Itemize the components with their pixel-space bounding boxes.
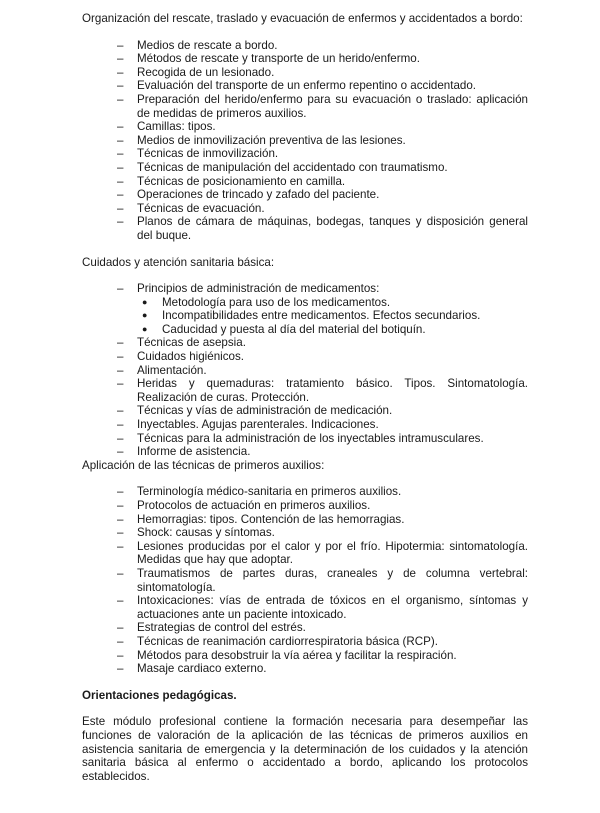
list-item: – Operaciones de trincado y zafado del paciente. [82,188,528,202]
list-item [82,282,528,336]
list-item: – Técnicas de evacuación. [82,202,528,216]
list-item: – Medios de inmovilización preventiva de las lesiones. [82,134,528,148]
list-item: – Métodos de rescate y transporte de un herido/enfermo. [82,52,528,66]
list-item: – Estrategias de control del estrés. [82,621,528,635]
list-item: – Técnicas de manipulación del accidentado con traumatismo. [82,161,528,175]
list-item: – Planos de cámara de máquinas, bodegas, tanques y disposición general del buque. [82,215,528,242]
list-item: – Protocolos de actuación en primeros auxilios. [82,499,528,513]
sub-list [137,296,528,337]
list-item: – Evaluación del transporte de un enfermo repentino o accidentado. [82,79,528,93]
list-item: – Informe de asistencia. [82,445,528,459]
sub-list-item: ● Caducidad y puesta al día del material del botiquín. [137,323,528,337]
list-item: – Técnicas de posicionamiento en camilla. [82,175,528,189]
sub-list-item: ● Incompatibilidades entre medicamentos. Efectos secundarios. [137,309,528,323]
orientaciones-title: Orientaciones pedagógicas. [82,688,237,702]
primeros-auxilios-list [82,485,528,675]
list-item: – Técnicas de asepsia. [82,336,528,350]
list-item-label: Principios de administración de medicamentos: [137,282,380,296]
list-item: – Alimentación. [82,364,528,378]
list-item: – Lesiones producidas por el calor y por el frío. Hipotermia: sintomatología. Medidas que hay que adoptar. [82,540,528,567]
list-item: – Shock: causas y síntomas. [82,526,528,540]
list-item: – Cuidados higiénicos. [82,350,528,364]
list-item: – Heridas y quemaduras: tratamiento básico. Tipos. Sintomatología. Realización de curas. Protección. [82,377,528,404]
list-item: – Masaje cardiaco externo. [82,662,528,676]
list-item: – Hemorragias: tipos. Contención de las hemorragias. [82,513,528,527]
list-item: – Traumatismos de partes duras, craneales y de columna vertebral: sintomatología. [82,567,528,594]
cuidados-list [82,282,528,459]
document-page [82,12,528,783]
list-item: – Técnicas y vías de administración de medicación. [82,404,528,418]
list-item: – Inyectables. Agujas parenterales. Indicaciones. [82,418,528,432]
list-item: – Técnicas para la administración de los inyectables intramusculares. [82,432,528,446]
list-item: – Camillas: tipos. [82,120,528,134]
list-item: – Técnicas de reanimación cardiorrespiratoria básica (RCP). [82,635,528,649]
rescate-list [82,39,528,243]
list-item: – Recogida de un lesionado. [82,66,528,80]
section-heading-rescate: Organización del rescate, traslado y evacuación de enfermos y accidentados a bordo: [82,12,523,25]
list-item: – Métodos para desobstruir la vía aérea y facilitar la respiración. [82,649,528,663]
list-item: – Técnicas de inmovilización. [82,147,528,161]
list-item: – Preparación del herido/enfermo para su evacuación o traslado: aplicación de medidas de primeros auxilios. [82,93,528,120]
sub-list-item: ● Metodología para uso de los medicamentos. [137,296,528,310]
list-item: – Medios de rescate a bordo. [82,39,528,53]
section-heading-primeros-auxilios: Aplicación de las técnicas de primeros auxilios: [82,458,325,472]
list-item: – Terminología médico-sanitaria en primeros auxilios. [82,485,528,499]
section-heading-cuidados: Cuidados y atención sanitaria básica: [82,255,275,269]
orientaciones-paragraph: Este módulo profesional contiene la formación necesaria para desempeñar las funciones de valoración de la aplicación de las técnicas de primeros auxilios en asistencia sanitaria de emergencia y la determinación de los cuidados y la atención sanitaria básica al enfermo o accidentado a bordo, aplicando los protocolos establecidos. [82,715,528,783]
list-item: – Intoxicaciones: vías de entrada de tóxicos en el organismo, síntomas y actuaciones ante un paciente intoxicado. [82,594,528,621]
